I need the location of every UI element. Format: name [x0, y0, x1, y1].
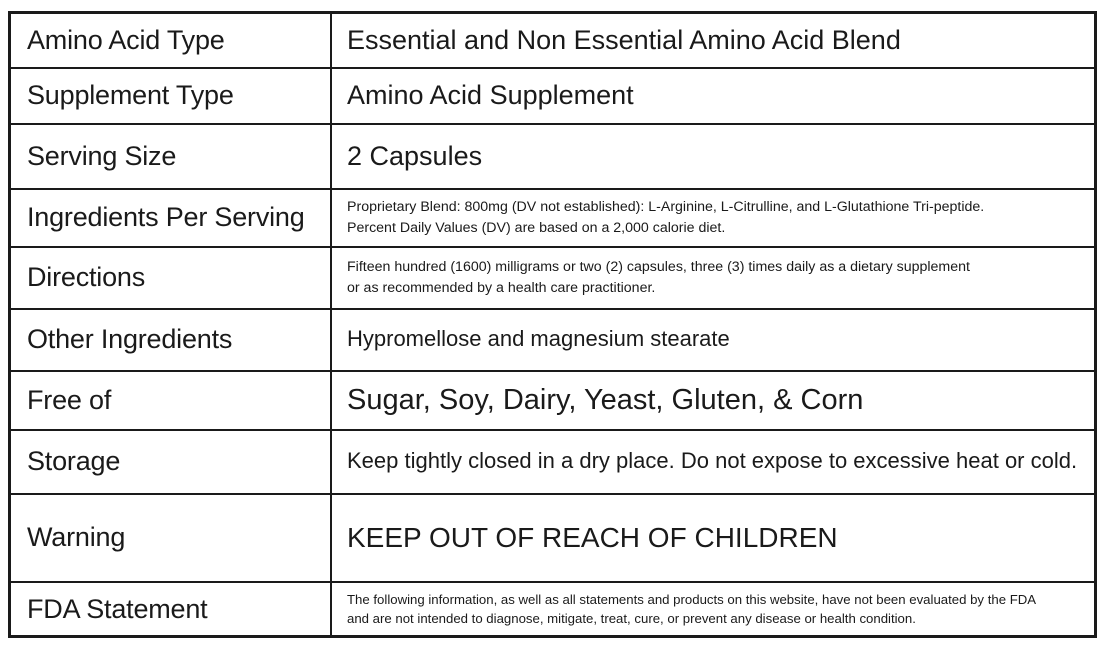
product-info-table: [8, 11, 1097, 638]
row-value: 2 Capsules: [331, 124, 1096, 189]
table-row: [10, 582, 1096, 637]
row-value: [331, 247, 1096, 309]
row-label: Serving Size: [10, 124, 332, 189]
row-value: Sugar, Soy, Dairy, Yeast, Gluten, & Corn: [331, 371, 1096, 430]
row-label: FDA Statement: [10, 582, 332, 637]
row-label: Free of: [10, 371, 332, 430]
table-row: [10, 371, 1096, 430]
row-value: [331, 189, 1096, 247]
row-value: [331, 582, 1096, 637]
table-row: [10, 430, 1096, 494]
row-label: Ingredients Per Serving: [10, 189, 332, 247]
value-line: or as recommended by a health care practitioner.: [347, 279, 656, 296]
value-line: Percent Daily Values (DV) are based on a 2,000 calorie diet.: [347, 219, 726, 236]
value-line: The following information, as well as all statements and products on this website, have not been evaluated by the FDA: [347, 591, 1037, 607]
row-value: Amino Acid Supplement: [331, 68, 1096, 124]
row-label: Warning: [10, 494, 332, 582]
table-row: [10, 13, 1096, 68]
row-value: Essential and Non Essential Amino Acid Blend: [331, 13, 1096, 68]
value-line: Proprietary Blend: 800mg (DV not established): L-Arginine, L-Citrulline, and L-Glutathione Tri-peptide.: [347, 198, 985, 215]
table-row: [10, 247, 1096, 309]
row-value: Keep tightly closed in a dry place. Do not expose to excessive heat or cold.: [331, 430, 1096, 494]
value-line: and are not intended to diagnose, mitigate, treat, cure, or prevent any disease or health condition.: [347, 610, 916, 626]
row-label: Amino Acid Type: [10, 13, 332, 68]
table-row: [10, 68, 1096, 124]
row-value: Hypromellose and magnesium stearate: [331, 309, 1096, 371]
row-value: KEEP OUT OF REACH OF CHILDREN: [331, 494, 1096, 582]
table-row: [10, 494, 1096, 582]
row-label: Other Ingredients: [10, 309, 332, 371]
row-label: Storage: [10, 430, 332, 494]
value-line: Fifteen hundred (1600) milligrams or two (2) capsules, three (3) times daily as a dietary supplement: [347, 258, 970, 275]
row-label: Directions: [10, 247, 332, 309]
row-label: Supplement Type: [10, 68, 332, 124]
table-row: [10, 309, 1096, 371]
table-row: [10, 189, 1096, 247]
table-row: [10, 124, 1096, 189]
